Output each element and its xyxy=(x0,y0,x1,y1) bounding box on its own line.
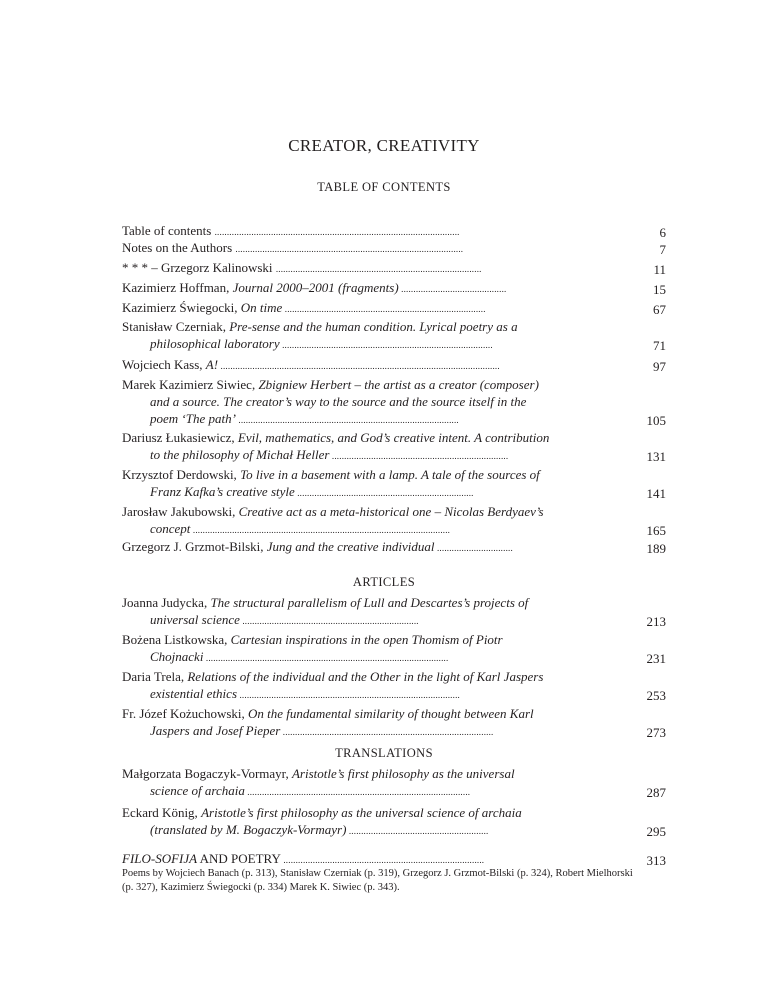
toc-entry xyxy=(122,538,666,557)
entry-title: Relations of the individual and the Other in the light of Karl Jaspers xyxy=(187,669,544,684)
entry-author: Joanna Judycka, xyxy=(122,595,211,610)
leader-dots: .................................................................................. xyxy=(282,304,486,314)
page-number: 189 xyxy=(646,541,666,556)
entry-title: On the fundamental similarity of thought between Karl xyxy=(248,706,534,721)
entry-author: Małgorzata Bogaczyk-Vormayr, xyxy=(122,766,292,781)
leader-dots: ......................................................................................................... xyxy=(190,525,451,535)
toc-entry xyxy=(122,503,666,539)
toc-entry xyxy=(122,299,666,318)
leader-dots: .................................................................................................... xyxy=(214,227,460,237)
toc-entry xyxy=(122,279,666,298)
leader-dots: ........................................................................ xyxy=(294,488,474,498)
entry-text: AND POETRY xyxy=(197,851,281,866)
page-number: 97 xyxy=(653,359,666,374)
page-number: 11 xyxy=(653,262,666,277)
entry-author: Stanisław Czerniak, xyxy=(122,319,230,334)
toc-entry xyxy=(122,631,666,667)
entry-author: Daria Trela, xyxy=(122,669,188,684)
leader-dots: ........................................................................................... xyxy=(244,787,471,797)
page-number: 131 xyxy=(646,449,666,464)
entry-title: FILO-SOFIJA xyxy=(122,851,198,866)
toc-entry xyxy=(122,318,666,354)
page-number: 273 xyxy=(646,725,666,740)
page-number: 231 xyxy=(646,651,666,666)
toc-entry xyxy=(122,429,666,465)
page-number: 295 xyxy=(646,824,666,839)
leader-dots: ........................................................................ xyxy=(329,451,509,461)
entry-title: Aristotle’s first philosophy as the universal xyxy=(291,766,515,781)
toc-entry xyxy=(122,705,666,741)
entry-author: Jarosław Jakubowski, xyxy=(122,504,239,519)
page-number: 253 xyxy=(646,688,666,703)
page-number: 213 xyxy=(646,614,666,629)
toc-entry xyxy=(122,259,666,278)
entry-title: Cartesian inspirations in the open Thomism of Piotr xyxy=(230,632,503,647)
entry-title-cont: and a source. The creator’s way to the source and the source itself in the xyxy=(150,394,527,409)
toc-entry xyxy=(122,804,666,840)
entry-title: A! xyxy=(205,357,219,372)
entry-title: Journal 2000–2001 (fragments) xyxy=(232,280,399,295)
translations-heading: TRANSLATIONS xyxy=(335,746,433,760)
entry-title-cont: to the philosophy of Michał Heller xyxy=(150,447,330,462)
entry-title: On time xyxy=(240,300,283,315)
leader-dots: .................................................................................................................. xyxy=(218,361,500,371)
entry-text: Notes on the Authors xyxy=(122,240,233,255)
entry-title-cont: philosophical laboratory xyxy=(150,336,280,351)
entry-author: Wojciech Kass, xyxy=(122,357,206,372)
entry-author: Dariusz Łukasiewicz, xyxy=(122,430,238,445)
entry-title: Zbigniew Herbert – the artist as a creator (composer) xyxy=(258,377,539,392)
leader-dots: ...................................................................................... xyxy=(280,727,494,737)
entry-title: The structural parallelism of Lull and Descartes’s projects of xyxy=(210,595,529,610)
entry-title: To live in a basement with a lamp. A tale of the sources of xyxy=(240,467,540,482)
entry-title: Evil, mathematics, and God’s creative intent. A contribution xyxy=(237,430,550,445)
page-number: 71 xyxy=(653,338,666,353)
entry-title-cont: Chojnacki xyxy=(150,649,204,664)
entry-author: Grzegorz J. Grzmot-Bilski, xyxy=(122,539,267,554)
entry-title: Creative act as a meta-historical one – Nicolas Berdyaev’s xyxy=(238,504,544,519)
leader-dots: .......................................................................................... xyxy=(235,415,459,425)
page-title: CREATOR, CREATIVITY xyxy=(288,136,480,155)
entry-title-cont: science of archaia xyxy=(150,783,245,798)
toc-entry xyxy=(122,594,666,630)
toc-entry xyxy=(122,356,666,375)
entry-author: Kazimierz Świegocki, xyxy=(122,300,241,315)
poetry-note: Poems by Wojciech Banach (p. 313), Stanisław Czerniak (p. 319), Grzegorz J. Grzmot-Bilski (p. 324), Robert Mielhorski (p. 327), Kazimierz Świegocki (p. 334) Marek K. Siwiec (p. 343). xyxy=(122,868,633,893)
page-number: 287 xyxy=(646,785,666,800)
entry-author: Marek Kazimierz Siwiec, xyxy=(122,377,259,392)
toc-entry xyxy=(122,376,666,429)
articles-heading: ARTICLES xyxy=(352,575,416,589)
page-number: 105 xyxy=(646,413,666,428)
leader-dots: ...................................................................................... xyxy=(279,340,493,350)
leader-dots: ................................................................................................... xyxy=(203,653,449,663)
entry-author: * * * – Grzegorz Kalinowski xyxy=(122,260,273,275)
leader-dots: ......................................................... xyxy=(346,826,489,836)
entry-author: Kazimierz Hoffman, xyxy=(122,280,233,295)
entry-title: Jung and the creative individual xyxy=(266,539,435,554)
leader-dots: ............................... xyxy=(434,543,513,553)
entry-author: Eckard König, xyxy=(122,805,202,820)
toc-heading: TABLE OF CONTENTS xyxy=(317,180,451,194)
page-number: 165 xyxy=(646,523,666,538)
entry-title-cont: Jaspers and Josef Pieper xyxy=(150,723,281,738)
page-number: 6 xyxy=(659,225,666,240)
page-number: 67 xyxy=(653,302,666,317)
entry-title-cont: concept xyxy=(150,521,191,536)
leader-dots: .......................................................................................... xyxy=(237,690,460,700)
page-number: 313 xyxy=(646,853,666,868)
entry-title-cont: poem ‘The path’ xyxy=(150,411,236,426)
entry-title-cont: Franz Kafka’s creative style xyxy=(150,484,295,499)
toc-entry xyxy=(122,466,666,502)
entry-title-cont: universal science xyxy=(150,612,240,627)
entry-title: Aristotle’s first philosophy as the universal science of archaia xyxy=(201,805,522,820)
page-number: 141 xyxy=(646,486,666,501)
toc-entry xyxy=(122,765,666,801)
entry-title-cont: (translated by M. Bogaczyk-Vormayr) xyxy=(150,822,347,837)
toc-entry xyxy=(122,239,666,258)
leader-dots: .................................................................................... xyxy=(275,264,482,274)
page-number: 7 xyxy=(659,242,666,257)
entry-title: Pre-sense and the human condition. Lyrical poetry as a xyxy=(229,319,518,334)
toc-entry xyxy=(122,668,666,704)
entry-author: Krzysztof Derdowski, xyxy=(122,467,241,482)
leader-dots: .................................................................................. xyxy=(280,855,485,865)
entry-title-cont: existential ethics xyxy=(150,686,238,701)
entry-text: Table of contents xyxy=(122,223,212,238)
entry-author: Bożena Listkowska, xyxy=(122,632,231,647)
leader-dots: ........................................................................ xyxy=(239,616,419,626)
entry-author: Fr. Józef Kożuchowski, xyxy=(122,706,249,721)
leader-dots: ............................................................................................. xyxy=(235,244,464,254)
leader-dots: ........................................... xyxy=(398,284,507,294)
page-number: 15 xyxy=(653,282,666,297)
